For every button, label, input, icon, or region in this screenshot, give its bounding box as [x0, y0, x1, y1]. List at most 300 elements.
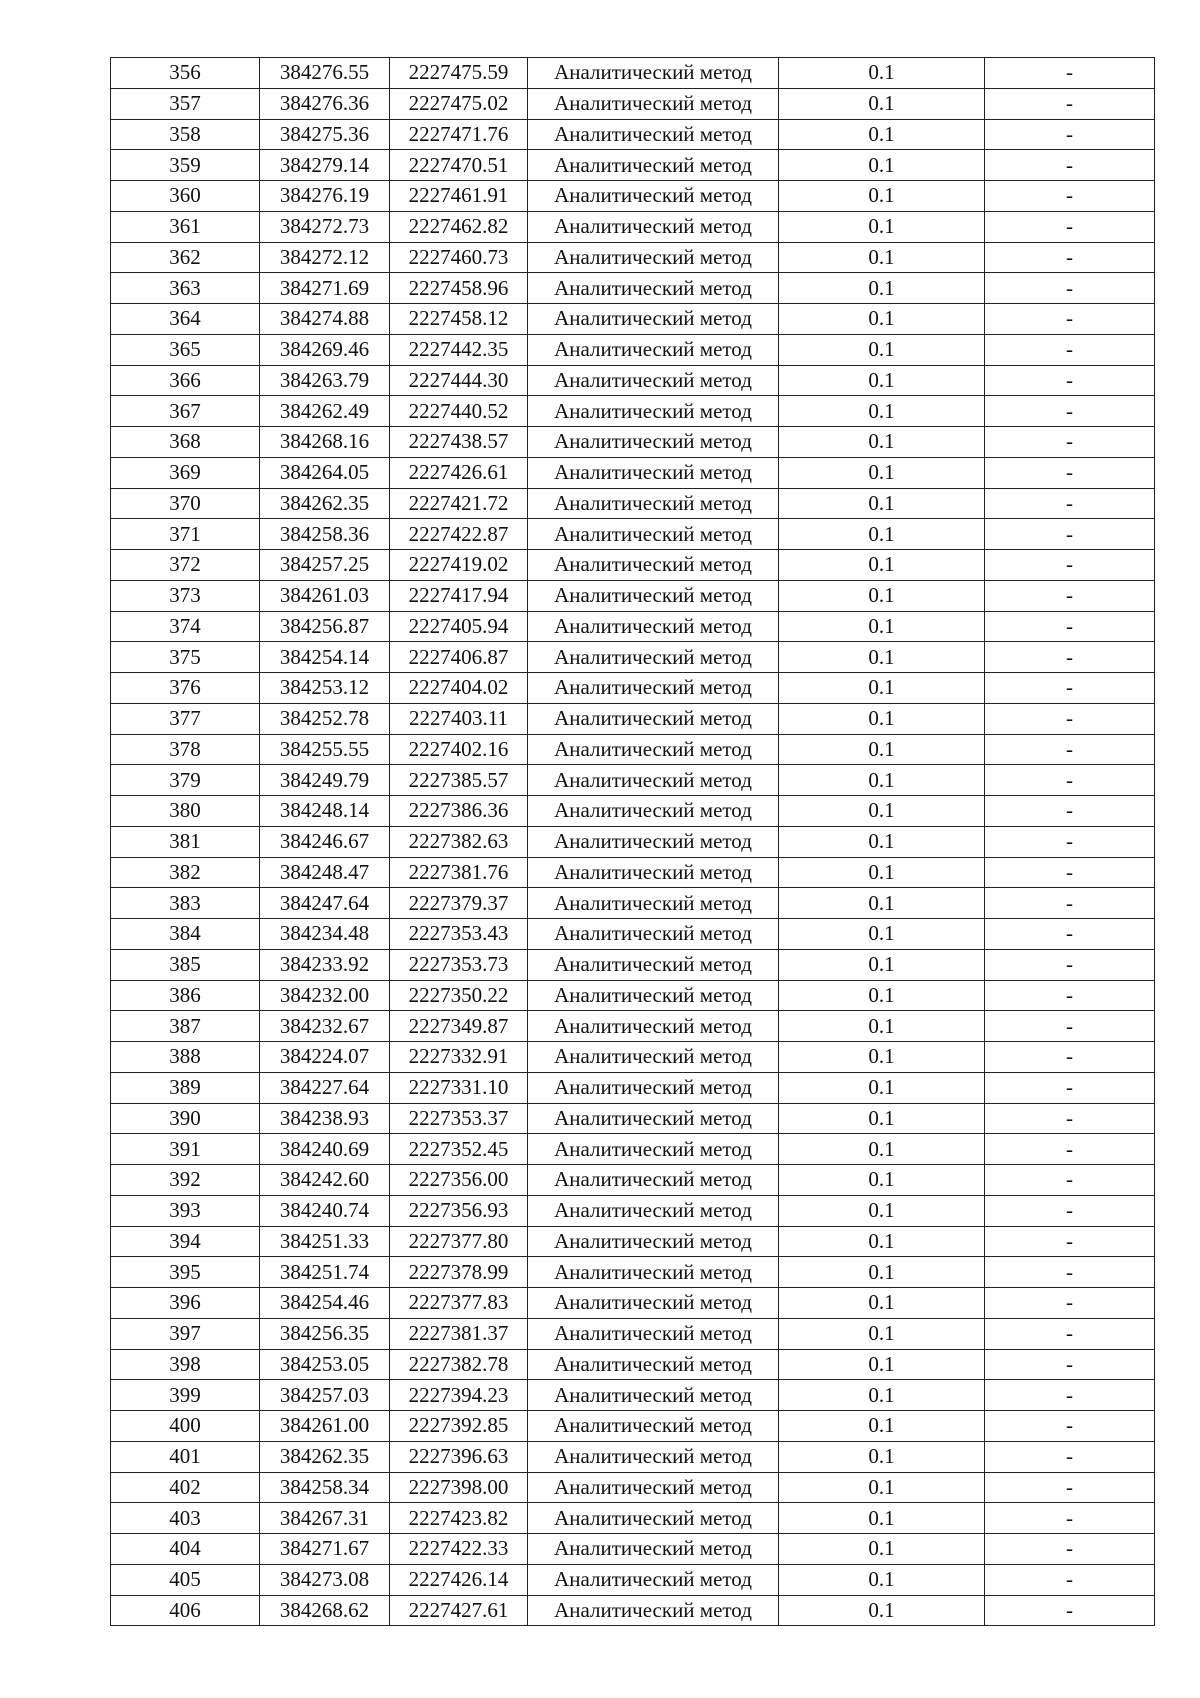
method-cell: Аналитический метод	[528, 1472, 779, 1503]
x-coordinate-cell: 384262.35	[260, 488, 390, 519]
method-cell: Аналитический метод	[528, 796, 779, 827]
y-coordinate-cell: 2227426.61	[390, 457, 528, 488]
table-row	[111, 673, 1155, 704]
x-coordinate-cell: 384232.00	[260, 980, 390, 1011]
point-number-cell: 368	[111, 427, 260, 458]
dash-cell: -	[985, 1072, 1155, 1103]
table-row	[111, 181, 1155, 212]
table-row	[111, 488, 1155, 519]
table-row	[111, 119, 1155, 150]
y-coordinate-cell: 2227419.02	[390, 550, 528, 581]
accuracy-cell: 0.1	[779, 181, 985, 212]
point-number-cell: 373	[111, 580, 260, 611]
table-row	[111, 550, 1155, 581]
point-number-cell: 379	[111, 765, 260, 796]
x-coordinate-cell: 384271.69	[260, 273, 390, 304]
point-number-cell: 396	[111, 1288, 260, 1319]
point-number-cell: 357	[111, 88, 260, 119]
method-cell: Аналитический метод	[528, 611, 779, 642]
dash-cell: -	[985, 1564, 1155, 1595]
table-row	[111, 211, 1155, 242]
accuracy-cell: 0.1	[779, 150, 985, 181]
x-coordinate-cell: 384242.60	[260, 1165, 390, 1196]
y-coordinate-cell: 2227396.63	[390, 1441, 528, 1472]
y-coordinate-cell: 2227353.73	[390, 949, 528, 980]
y-coordinate-cell: 2227392.85	[390, 1411, 528, 1442]
accuracy-cell: 0.1	[779, 58, 985, 89]
point-number-cell: 385	[111, 949, 260, 980]
x-coordinate-cell: 384254.14	[260, 642, 390, 673]
y-coordinate-cell: 2227379.37	[390, 888, 528, 919]
y-coordinate-cell: 2227471.76	[390, 119, 528, 150]
method-cell: Аналитический метод	[528, 1103, 779, 1134]
table-row	[111, 1472, 1155, 1503]
y-coordinate-cell: 2227332.91	[390, 1042, 528, 1073]
y-coordinate-cell: 2227458.96	[390, 273, 528, 304]
accuracy-cell: 0.1	[779, 857, 985, 888]
dash-cell: -	[985, 1318, 1155, 1349]
accuracy-cell: 0.1	[779, 273, 985, 304]
dash-cell: -	[985, 673, 1155, 704]
y-coordinate-cell: 2227423.82	[390, 1503, 528, 1534]
dash-cell: -	[985, 580, 1155, 611]
x-coordinate-cell: 384248.47	[260, 857, 390, 888]
point-number-cell: 400	[111, 1411, 260, 1442]
y-coordinate-cell: 2227331.10	[390, 1072, 528, 1103]
dash-cell: -	[985, 334, 1155, 365]
method-cell: Аналитический метод	[528, 181, 779, 212]
table-row	[111, 150, 1155, 181]
table-row	[111, 703, 1155, 734]
method-cell: Аналитический метод	[528, 550, 779, 581]
point-number-cell: 356	[111, 58, 260, 89]
method-cell: Аналитический метод	[528, 949, 779, 980]
dash-cell: -	[985, 1195, 1155, 1226]
method-cell: Аналитический метод	[528, 150, 779, 181]
method-cell: Аналитический метод	[528, 673, 779, 704]
y-coordinate-cell: 2227404.02	[390, 673, 528, 704]
x-coordinate-cell: 384275.36	[260, 119, 390, 150]
accuracy-cell: 0.1	[779, 888, 985, 919]
accuracy-cell: 0.1	[779, 1195, 985, 1226]
method-cell: Аналитический метод	[528, 396, 779, 427]
dash-cell: -	[985, 1257, 1155, 1288]
dash-cell: -	[985, 550, 1155, 581]
x-coordinate-cell: 384273.08	[260, 1564, 390, 1595]
table-row	[111, 457, 1155, 488]
y-coordinate-cell: 2227470.51	[390, 150, 528, 181]
accuracy-cell: 0.1	[779, 211, 985, 242]
x-coordinate-cell: 384257.03	[260, 1380, 390, 1411]
point-number-cell: 390	[111, 1103, 260, 1134]
x-coordinate-cell: 384268.16	[260, 427, 390, 458]
x-coordinate-cell: 384261.00	[260, 1411, 390, 1442]
x-coordinate-cell: 384256.87	[260, 611, 390, 642]
method-cell: Аналитический метод	[528, 1441, 779, 1472]
table-row	[111, 1441, 1155, 1472]
method-cell: Аналитический метод	[528, 242, 779, 273]
method-cell: Аналитический метод	[528, 857, 779, 888]
dash-cell: -	[985, 1226, 1155, 1257]
dash-cell: -	[985, 857, 1155, 888]
method-cell: Аналитический метод	[528, 765, 779, 796]
dash-cell: -	[985, 888, 1155, 919]
y-coordinate-cell: 2227438.57	[390, 427, 528, 458]
x-coordinate-cell: 384257.25	[260, 550, 390, 581]
y-coordinate-cell: 2227356.00	[390, 1165, 528, 1196]
table-row	[111, 611, 1155, 642]
x-coordinate-cell: 384269.46	[260, 334, 390, 365]
point-number-cell: 371	[111, 519, 260, 550]
y-coordinate-cell: 2227460.73	[390, 242, 528, 273]
point-number-cell: 362	[111, 242, 260, 273]
method-cell: Аналитический метод	[528, 1072, 779, 1103]
dash-cell: -	[985, 1165, 1155, 1196]
table-row	[111, 1349, 1155, 1380]
point-number-cell: 365	[111, 334, 260, 365]
accuracy-cell: 0.1	[779, 580, 985, 611]
method-cell: Аналитический метод	[528, 1195, 779, 1226]
table-row	[111, 1380, 1155, 1411]
table-row	[111, 1564, 1155, 1595]
y-coordinate-cell: 2227421.72	[390, 488, 528, 519]
y-coordinate-cell: 2227382.63	[390, 826, 528, 857]
point-number-cell: 372	[111, 550, 260, 581]
dash-cell: -	[985, 949, 1155, 980]
y-coordinate-cell: 2227356.93	[390, 1195, 528, 1226]
accuracy-cell: 0.1	[779, 703, 985, 734]
table-row	[111, 1288, 1155, 1319]
table-row	[111, 1103, 1155, 1134]
method-cell: Аналитический метод	[528, 304, 779, 335]
y-coordinate-cell: 2227377.83	[390, 1288, 528, 1319]
accuracy-cell: 0.1	[779, 1349, 985, 1380]
table-row	[111, 796, 1155, 827]
table-row	[111, 1257, 1155, 1288]
x-coordinate-cell: 384272.12	[260, 242, 390, 273]
method-cell: Аналитический метод	[528, 58, 779, 89]
x-coordinate-cell: 384247.64	[260, 888, 390, 919]
table-row	[111, 919, 1155, 950]
x-coordinate-cell: 384240.69	[260, 1134, 390, 1165]
point-number-cell: 369	[111, 457, 260, 488]
y-coordinate-cell: 2227422.87	[390, 519, 528, 550]
accuracy-cell: 0.1	[779, 550, 985, 581]
dash-cell: -	[985, 1288, 1155, 1319]
table-row	[111, 1011, 1155, 1042]
accuracy-cell: 0.1	[779, 1380, 985, 1411]
point-number-cell: 376	[111, 673, 260, 704]
x-coordinate-cell: 384227.64	[260, 1072, 390, 1103]
y-coordinate-cell: 2227405.94	[390, 611, 528, 642]
point-number-cell: 404	[111, 1534, 260, 1565]
point-number-cell: 399	[111, 1380, 260, 1411]
y-coordinate-cell: 2227381.76	[390, 857, 528, 888]
x-coordinate-cell: 384232.67	[260, 1011, 390, 1042]
x-coordinate-cell: 384271.67	[260, 1534, 390, 1565]
y-coordinate-cell: 2227378.99	[390, 1257, 528, 1288]
y-coordinate-cell: 2227475.59	[390, 58, 528, 89]
table-row	[111, 1411, 1155, 1442]
dash-cell: -	[985, 181, 1155, 212]
accuracy-cell: 0.1	[779, 1318, 985, 1349]
x-coordinate-cell: 384276.36	[260, 88, 390, 119]
table-row	[111, 242, 1155, 273]
x-coordinate-cell: 384249.79	[260, 765, 390, 796]
y-coordinate-cell: 2227352.45	[390, 1134, 528, 1165]
method-cell: Аналитический метод	[528, 488, 779, 519]
coordinates-table	[110, 57, 1155, 1626]
dash-cell: -	[985, 519, 1155, 550]
method-cell: Аналитический метод	[528, 703, 779, 734]
method-cell: Аналитический метод	[528, 211, 779, 242]
table-row	[111, 765, 1155, 796]
table-row	[111, 58, 1155, 89]
accuracy-cell: 0.1	[779, 1042, 985, 1073]
point-number-cell: 389	[111, 1072, 260, 1103]
table-row	[111, 273, 1155, 304]
accuracy-cell: 0.1	[779, 1595, 985, 1626]
table-row	[111, 1534, 1155, 1565]
table-row	[111, 1042, 1155, 1073]
point-number-cell: 358	[111, 119, 260, 150]
accuracy-cell: 0.1	[779, 1072, 985, 1103]
accuracy-cell: 0.1	[779, 1411, 985, 1442]
x-coordinate-cell: 384240.74	[260, 1195, 390, 1226]
x-coordinate-cell: 384246.67	[260, 826, 390, 857]
accuracy-cell: 0.1	[779, 334, 985, 365]
method-cell: Аналитический метод	[528, 1534, 779, 1565]
accuracy-cell: 0.1	[779, 304, 985, 335]
method-cell: Аналитический метод	[528, 1165, 779, 1196]
x-coordinate-cell: 384224.07	[260, 1042, 390, 1073]
dash-cell: -	[985, 1349, 1155, 1380]
accuracy-cell: 0.1	[779, 242, 985, 273]
method-cell: Аналитический метод	[528, 88, 779, 119]
x-coordinate-cell: 384251.33	[260, 1226, 390, 1257]
table-row	[111, 888, 1155, 919]
accuracy-cell: 0.1	[779, 519, 985, 550]
accuracy-cell: 0.1	[779, 427, 985, 458]
x-coordinate-cell: 384233.92	[260, 949, 390, 980]
accuracy-cell: 0.1	[779, 1564, 985, 1595]
accuracy-cell: 0.1	[779, 980, 985, 1011]
y-coordinate-cell: 2227394.23	[390, 1380, 528, 1411]
point-number-cell: 405	[111, 1564, 260, 1595]
accuracy-cell: 0.1	[779, 919, 985, 950]
accuracy-cell: 0.1	[779, 673, 985, 704]
x-coordinate-cell: 384251.74	[260, 1257, 390, 1288]
table-row	[111, 980, 1155, 1011]
point-number-cell: 387	[111, 1011, 260, 1042]
y-coordinate-cell: 2227353.37	[390, 1103, 528, 1134]
y-coordinate-cell: 2227461.91	[390, 181, 528, 212]
table-row	[111, 1165, 1155, 1196]
x-coordinate-cell: 384279.14	[260, 150, 390, 181]
point-number-cell: 375	[111, 642, 260, 673]
method-cell: Аналитический метод	[528, 1257, 779, 1288]
y-coordinate-cell: 2227422.33	[390, 1534, 528, 1565]
method-cell: Аналитический метод	[528, 1503, 779, 1534]
dash-cell: -	[985, 919, 1155, 950]
dash-cell: -	[985, 304, 1155, 335]
table-row	[111, 1134, 1155, 1165]
dash-cell: -	[985, 1534, 1155, 1565]
accuracy-cell: 0.1	[779, 1288, 985, 1319]
y-coordinate-cell: 2227462.82	[390, 211, 528, 242]
method-cell: Аналитический метод	[528, 119, 779, 150]
dash-cell: -	[985, 1134, 1155, 1165]
point-number-cell: 401	[111, 1441, 260, 1472]
table-row	[111, 1595, 1155, 1626]
point-number-cell: 363	[111, 273, 260, 304]
y-coordinate-cell: 2227350.22	[390, 980, 528, 1011]
x-coordinate-cell: 384276.55	[260, 58, 390, 89]
point-number-cell: 381	[111, 826, 260, 857]
point-number-cell: 406	[111, 1595, 260, 1626]
x-coordinate-cell: 384267.31	[260, 1503, 390, 1534]
accuracy-cell: 0.1	[779, 1011, 985, 1042]
dash-cell: -	[985, 88, 1155, 119]
dash-cell: -	[985, 1472, 1155, 1503]
y-coordinate-cell: 2227381.37	[390, 1318, 528, 1349]
point-number-cell: 391	[111, 1134, 260, 1165]
dash-cell: -	[985, 980, 1155, 1011]
x-coordinate-cell: 384254.46	[260, 1288, 390, 1319]
x-coordinate-cell: 384255.55	[260, 734, 390, 765]
method-cell: Аналитический метод	[528, 1288, 779, 1319]
point-number-cell: 393	[111, 1195, 260, 1226]
method-cell: Аналитический метод	[528, 826, 779, 857]
x-coordinate-cell: 384256.35	[260, 1318, 390, 1349]
y-coordinate-cell: 2227444.30	[390, 365, 528, 396]
point-number-cell: 388	[111, 1042, 260, 1073]
dash-cell: -	[985, 396, 1155, 427]
method-cell: Аналитический метод	[528, 334, 779, 365]
table-row	[111, 304, 1155, 335]
x-coordinate-cell: 384272.73	[260, 211, 390, 242]
y-coordinate-cell: 2227406.87	[390, 642, 528, 673]
point-number-cell: 398	[111, 1349, 260, 1380]
dash-cell: -	[985, 1011, 1155, 1042]
x-coordinate-cell: 384248.14	[260, 796, 390, 827]
x-coordinate-cell: 384258.34	[260, 1472, 390, 1503]
accuracy-cell: 0.1	[779, 1503, 985, 1534]
method-cell: Аналитический метод	[528, 1411, 779, 1442]
dash-cell: -	[985, 457, 1155, 488]
method-cell: Аналитический метод	[528, 1318, 779, 1349]
table-row	[111, 1072, 1155, 1103]
point-number-cell: 395	[111, 1257, 260, 1288]
point-number-cell: 403	[111, 1503, 260, 1534]
accuracy-cell: 0.1	[779, 734, 985, 765]
y-coordinate-cell: 2227417.94	[390, 580, 528, 611]
x-coordinate-cell: 384238.93	[260, 1103, 390, 1134]
accuracy-cell: 0.1	[779, 949, 985, 980]
method-cell: Аналитический метод	[528, 273, 779, 304]
x-coordinate-cell: 384263.79	[260, 365, 390, 396]
dash-cell: -	[985, 1103, 1155, 1134]
dash-cell: -	[985, 1380, 1155, 1411]
table-row	[111, 365, 1155, 396]
point-number-cell: 374	[111, 611, 260, 642]
y-coordinate-cell: 2227458.12	[390, 304, 528, 335]
table-row	[111, 734, 1155, 765]
method-cell: Аналитический метод	[528, 1349, 779, 1380]
x-coordinate-cell: 384234.48	[260, 919, 390, 950]
y-coordinate-cell: 2227426.14	[390, 1564, 528, 1595]
table-row	[111, 1503, 1155, 1534]
table-row	[111, 949, 1155, 980]
accuracy-cell: 0.1	[779, 365, 985, 396]
dash-cell: -	[985, 703, 1155, 734]
table-row	[111, 580, 1155, 611]
point-number-cell: 397	[111, 1318, 260, 1349]
x-coordinate-cell: 384252.78	[260, 703, 390, 734]
x-coordinate-cell: 384253.12	[260, 673, 390, 704]
dash-cell: -	[985, 119, 1155, 150]
x-coordinate-cell: 384262.49	[260, 396, 390, 427]
point-number-cell: 394	[111, 1226, 260, 1257]
accuracy-cell: 0.1	[779, 1534, 985, 1565]
method-cell: Аналитический метод	[528, 888, 779, 919]
accuracy-cell: 0.1	[779, 457, 985, 488]
accuracy-cell: 0.1	[779, 1472, 985, 1503]
y-coordinate-cell: 2227386.36	[390, 796, 528, 827]
accuracy-cell: 0.1	[779, 611, 985, 642]
point-number-cell: 377	[111, 703, 260, 734]
table-row	[111, 857, 1155, 888]
y-coordinate-cell: 2227442.35	[390, 334, 528, 365]
method-cell: Аналитический метод	[528, 580, 779, 611]
x-coordinate-cell: 384258.36	[260, 519, 390, 550]
dash-cell: -	[985, 826, 1155, 857]
dash-cell: -	[985, 273, 1155, 304]
point-number-cell: 364	[111, 304, 260, 335]
point-number-cell: 392	[111, 1165, 260, 1196]
table-row	[111, 826, 1155, 857]
dash-cell: -	[985, 765, 1155, 796]
point-number-cell: 361	[111, 211, 260, 242]
accuracy-cell: 0.1	[779, 1165, 985, 1196]
point-number-cell: 366	[111, 365, 260, 396]
x-coordinate-cell: 384268.62	[260, 1595, 390, 1626]
accuracy-cell: 0.1	[779, 765, 985, 796]
x-coordinate-cell: 384262.35	[260, 1441, 390, 1472]
table-row	[111, 1195, 1155, 1226]
dash-cell: -	[985, 211, 1155, 242]
dash-cell: -	[985, 1503, 1155, 1534]
point-number-cell: 383	[111, 888, 260, 919]
dash-cell: -	[985, 488, 1155, 519]
dash-cell: -	[985, 1411, 1155, 1442]
dash-cell: -	[985, 150, 1155, 181]
method-cell: Аналитический метод	[528, 457, 779, 488]
accuracy-cell: 0.1	[779, 1134, 985, 1165]
y-coordinate-cell: 2227385.57	[390, 765, 528, 796]
method-cell: Аналитический метод	[528, 919, 779, 950]
point-number-cell: 360	[111, 181, 260, 212]
x-coordinate-cell: 384264.05	[260, 457, 390, 488]
dash-cell: -	[985, 1441, 1155, 1472]
point-number-cell: 382	[111, 857, 260, 888]
method-cell: Аналитический метод	[528, 1564, 779, 1595]
table-row	[111, 396, 1155, 427]
dash-cell: -	[985, 734, 1155, 765]
accuracy-cell: 0.1	[779, 826, 985, 857]
point-number-cell: 384	[111, 919, 260, 950]
dash-cell: -	[985, 427, 1155, 458]
